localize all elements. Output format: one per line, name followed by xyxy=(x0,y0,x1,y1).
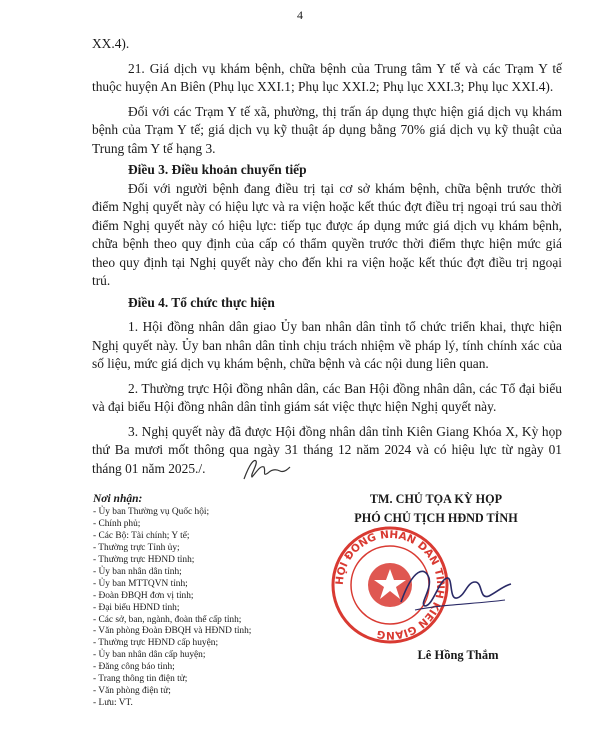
initial-mark xyxy=(240,455,292,483)
recipient-item: - Văn phòng điện tử; xyxy=(93,686,171,697)
recipient-item: - Thường trực Tỉnh ủy; xyxy=(93,542,180,553)
page-number: 4 xyxy=(297,8,303,22)
recipient-item: - Đại biểu HĐND tỉnh; xyxy=(93,602,180,613)
document-body xyxy=(92,35,562,478)
paragraph: 21. Giá dịch vụ khám bệnh, chữa bệnh của Trung tâm Y tế và các Trạm Y tế thuộc huyện An Biên (Phụ lục XXI.1; Phụ lục XXI.2; Phụ lục XXI.3; Phụ lục XXI.4). xyxy=(92,60,562,94)
paragraph: Đối với người bệnh đang điều trị tại cơ sở khám bệnh, chữa bệnh trước thời điểm Nghị quyết này có hiệu lực và ra viện hoặc kết thúc đợt điều trị ngoại trú sau thời điểm Nghị quyết này có hiệu lực: tiếp tục được áp dụng mức giá dịch vụ khám bệnh, chữa bệnh theo quy định của cấp có thẩm quyền trước thời điểm thực hiện mức giá theo quy định tại Nghị quyết này cho đến khi ra viện hoặc kết thúc đợt điều trị ngoại trú. xyxy=(92,180,562,288)
recipient-item: - Lưu: VT. xyxy=(93,698,133,709)
signature-title xyxy=(328,490,544,528)
recipient-item: - Ủy ban MTTQVN tỉnh; xyxy=(93,578,188,589)
recipient-item: - Ủy ban nhân dân cấp huyện; xyxy=(93,650,206,661)
seal-text: HỘI ĐỒNG NHÂN DÂN TỈNH KIÊN GIANG xyxy=(333,528,447,642)
recipient-item: - Đoàn ĐBQH đơn vị tỉnh; xyxy=(93,590,194,601)
handwritten-signature xyxy=(395,560,515,620)
recipient-item: - Thường trực HĐND cấp huyện; xyxy=(93,638,219,649)
continuation-line: XX.4). xyxy=(92,36,130,51)
recipient-item: - Đăng công báo tỉnh; xyxy=(93,662,175,673)
article-heading: Điều 3. Điều khoản chuyển tiếp xyxy=(128,162,307,177)
recipients-heading: Nơi nhận: xyxy=(93,493,143,505)
article-heading: Điều 4. Tổ chức thực hiện xyxy=(128,294,275,310)
paragraph: Đối với các Trạm Y tế xã, phường, thị trấn áp dụng thực hiện giá dịch vụ khám bệnh của Trạm Y tế; giá dịch vụ kỹ thuật áp dụng bằng 70% giá dịch vụ kỹ thuật của Trung tâm Y tế hạng 3. xyxy=(92,103,562,156)
recipient-item: - Trang thông tin điện tử; xyxy=(93,674,188,685)
recipient-item: - Chính phủ; xyxy=(93,518,141,529)
recipient-item: - Văn phòng Đoàn ĐBQH và HĐND tỉnh; xyxy=(93,626,252,637)
recipient-item: - Ủy ban nhân dân tỉnh; xyxy=(93,566,182,577)
recipient-item: - Thường trực HĐND tỉnh; xyxy=(93,554,195,565)
signer-name: Lê Hồng Thắm xyxy=(417,648,499,662)
recipients-list xyxy=(93,494,343,710)
paragraph: 1. Hội đồng nhân dân giao Ủy ban nhân dân tỉnh tổ chức triển khai, thực hiện Nghị quyết này. Ủy ban nhân dân tỉnh chịu trách nhiệm về pháp lý, tính chính xác của số liệu, mức giá dịch vụ khám bệnh, chữa bệnh và các nội dung liên quan. xyxy=(92,319,562,371)
paragraph: 2. Thường trực Hội đồng nhân dân, các Ban Hội đồng nhân dân, các Tổ đại biểu và đại biểu Hội đồng nhân dân tỉnh giám sát việc thực hiện Nghị quyết này. xyxy=(92,380,562,414)
signature-title-line2: PHÓ CHỦ TỊCH HĐND TỈNH xyxy=(354,511,518,525)
signature-title-line1: TM. CHỦ TỌA KỲ HỌP xyxy=(369,492,503,506)
recipient-item: - Các sở, ban, ngành, đoàn thể cấp tỉnh; xyxy=(93,614,242,625)
recipient-item: - Các Bộ: Tài chính; Y tế; xyxy=(93,530,190,541)
recipient-item: - Ủy ban Thường vụ Quốc hội; xyxy=(93,506,210,517)
paragraph: 3. Nghị quyết này đã được Hội đồng nhân dân tỉnh Kiên Giang Khóa X, Kỳ họp thứ Ba mươi mốt thông qua ngày 31 tháng 12 năm 2024 và có hiệu lực từ ngày 01 tháng 01 năm 2025./. xyxy=(92,423,562,476)
